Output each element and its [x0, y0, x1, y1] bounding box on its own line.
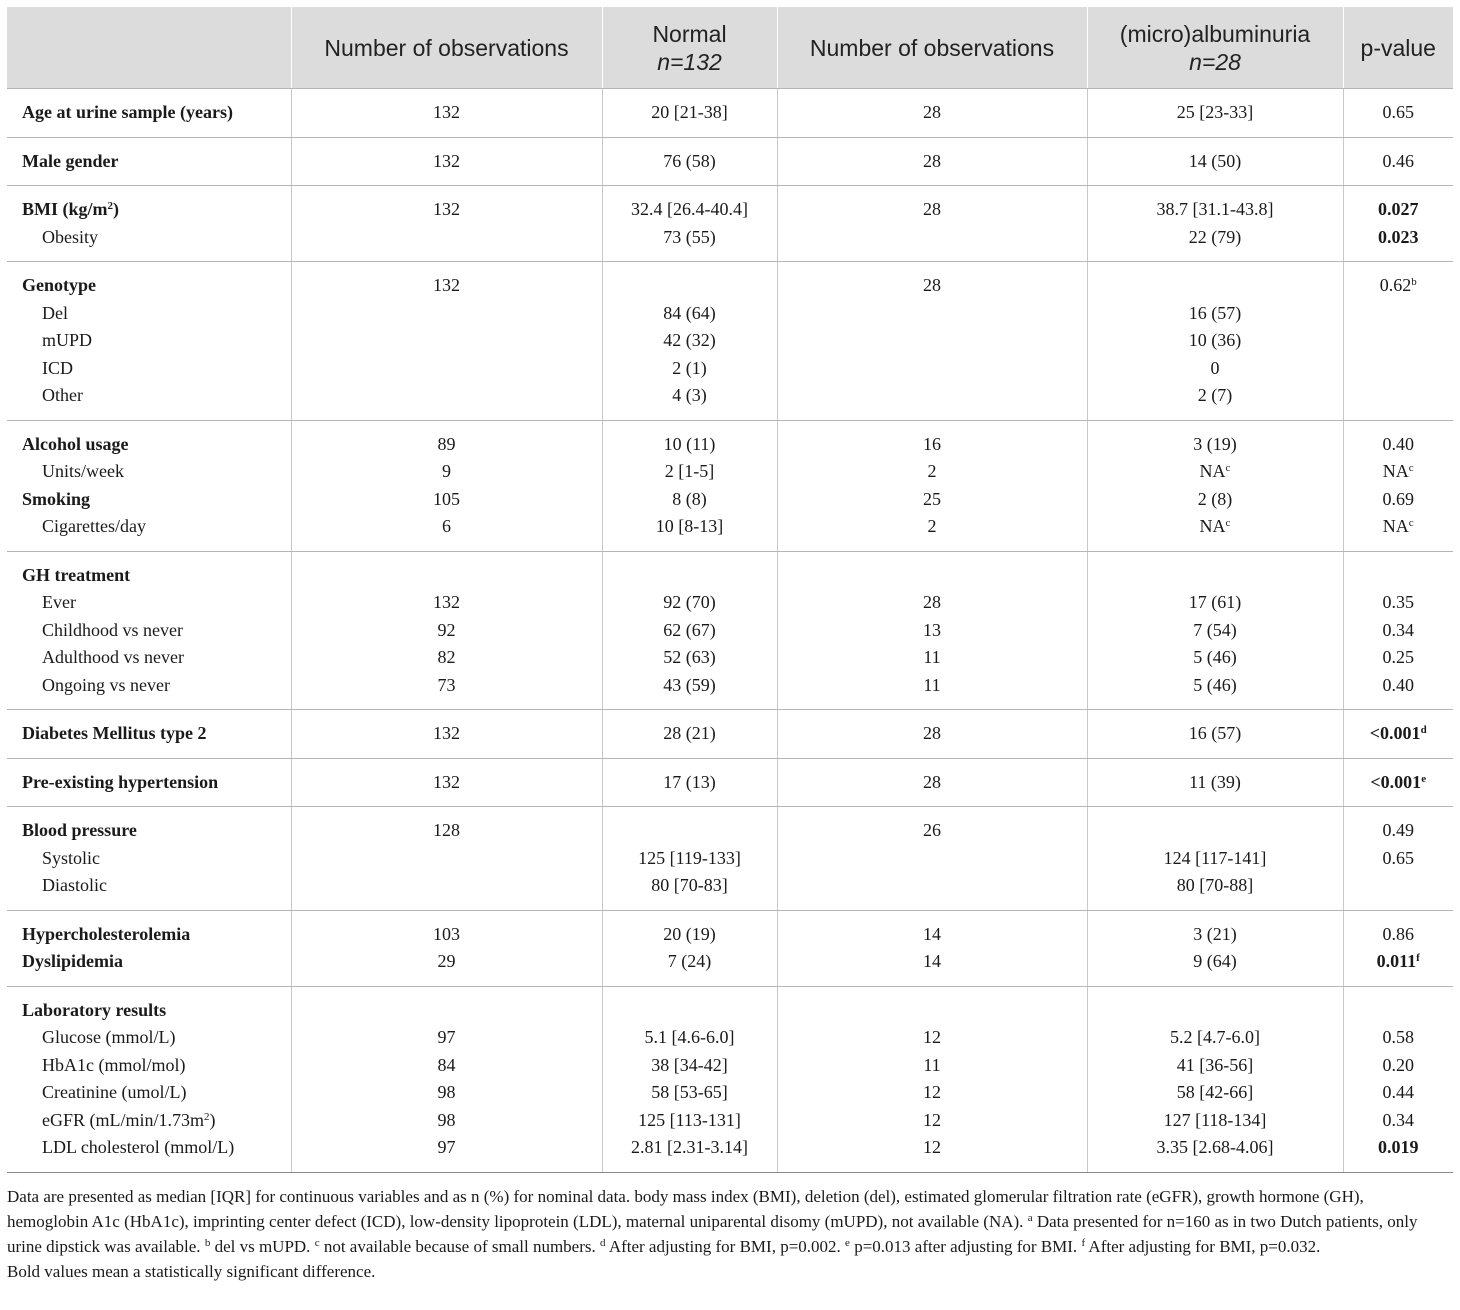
row-label: Del	[42, 302, 68, 323]
cell-obs-micro	[777, 910, 1087, 986]
row-label: Childhood vs never	[42, 619, 183, 640]
cell-obs-micro: 12	[923, 1027, 941, 1047]
cell-obs-micro: 28	[923, 275, 941, 295]
cell-obs-normal	[292, 224, 602, 252]
cell-obs-micro	[777, 758, 1087, 807]
cell-obs-micro	[778, 300, 1087, 328]
row-label: Genotype	[22, 275, 96, 295]
row-label: Other	[42, 385, 83, 405]
cell-obs-micro: 14	[923, 923, 941, 944]
cell-obs-normal	[291, 910, 602, 986]
table-row-group	[7, 551, 1453, 710]
footnote-note: del vs mUPD.	[214, 1236, 311, 1256]
cell-obs-micro: 25	[923, 488, 941, 509]
row-label: Obesity	[42, 226, 98, 247]
header-cell-obs-normal: Number of observations	[291, 7, 602, 89]
cell-p-value: $NA^c$	[1382, 516, 1414, 536]
cell-normal	[602, 758, 777, 807]
cell-p-value	[1343, 137, 1453, 186]
cell-obs-normal	[291, 551, 602, 710]
cell-micro: 16 (57)	[1188, 302, 1242, 323]
cell-micro	[1087, 551, 1343, 710]
cell-micro: 3 (19)	[1193, 433, 1237, 454]
cell-normal: 7 (24)	[667, 951, 712, 971]
row-label-cell	[7, 420, 291, 551]
cell-p-value	[1344, 872, 1454, 900]
cell-obs-normal: 132	[433, 592, 460, 612]
cell-obs-normal: 92	[437, 619, 456, 640]
cell-normal: 20 (19)	[663, 923, 716, 944]
cell-obs-micro: 12	[923, 1109, 941, 1130]
cell-obs-micro: 28	[923, 592, 941, 612]
cell-p-value: 0.20	[1382, 1054, 1414, 1075]
cell-micro: 25 [23-33]	[1176, 102, 1254, 122]
row-label: Diabetes Mellitus type 2	[22, 723, 207, 743]
cell-micro: 41 [36-56]	[1176, 1054, 1254, 1075]
cell-p-value: 0.027	[1378, 199, 1419, 219]
cell-normal: 8 (8)	[672, 488, 707, 509]
cell-p-value	[1343, 551, 1453, 710]
cell-obs-micro	[778, 872, 1087, 900]
cell-p-value	[1344, 327, 1454, 355]
row-label: Dyslipidemia	[22, 951, 124, 971]
cell-obs-micro: 12	[923, 1137, 941, 1157]
cell-p-value	[1343, 758, 1453, 807]
cell-micro: 11 (39)	[1189, 771, 1241, 792]
cell-micro	[1087, 186, 1343, 262]
cell-p-value: 0.46	[1382, 150, 1414, 171]
row-label: Blood pressure	[22, 820, 137, 840]
cell-micro	[1088, 817, 1343, 845]
cell-obs-micro	[778, 355, 1087, 383]
row-label-cell	[7, 551, 291, 710]
cell-micro: 22 (79)	[1188, 226, 1242, 247]
cell-normal: 2.81 [2.31-3.14]	[631, 1137, 748, 1157]
cell-obs-normal	[292, 327, 602, 355]
cell-obs-normal: 132	[433, 150, 460, 171]
row-label: Age at urine sample (years)	[22, 102, 233, 122]
cell-micro: 7 (54)	[1193, 619, 1237, 640]
footnote-note: After adjusting for BMI, p=0.002.	[608, 1236, 841, 1256]
cell-obs-normal: 132	[433, 102, 460, 122]
row-label: Units/week	[42, 461, 124, 481]
cell-p-value	[1343, 986, 1453, 1172]
row-label: HbA1c (mmol/mol)	[42, 1054, 186, 1075]
cell-obs-micro	[778, 562, 1087, 590]
cell-micro	[1087, 420, 1343, 551]
cell-p-value: <0.001$^e$	[1370, 771, 1427, 792]
row-label-cell	[7, 710, 291, 759]
cell-micro: 2 (7)	[1197, 385, 1233, 405]
cell-p-value: 0.34	[1382, 1109, 1414, 1130]
row-label: Ever	[42, 592, 76, 612]
row-label: Adulthood vs never	[42, 647, 184, 667]
cell-p-value: 0.65	[1382, 847, 1414, 868]
footnote-mark: d	[600, 1236, 606, 1249]
cell-p-value	[1343, 186, 1453, 262]
row-label: Cigarettes/day	[42, 516, 146, 536]
footnote-mark: a	[1027, 1211, 1033, 1224]
cell-micro: 80 [70-88]	[1176, 875, 1254, 895]
cell-obs-normal	[292, 562, 602, 590]
cell-obs-micro	[777, 807, 1087, 911]
cell-normal: 125 [113-131]	[638, 1109, 741, 1130]
cell-normal	[602, 137, 777, 186]
cell-obs-normal: 105	[433, 488, 460, 509]
cell-obs-micro: 11	[923, 647, 941, 667]
cell-normal: 92 (70)	[663, 592, 716, 612]
cell-normal: 10 [8-13]	[655, 516, 724, 536]
cell-obs-micro: 11	[923, 1054, 941, 1075]
row-label: Laboratory results	[22, 999, 167, 1020]
cell-obs-normal: 128	[433, 820, 460, 840]
cell-obs-normal	[291, 807, 602, 911]
cell-obs-normal	[291, 420, 602, 551]
row-label: BMI $(kg/m^2)$	[22, 199, 119, 219]
cell-normal: 125 [119-133]	[638, 847, 741, 868]
cell-micro	[1088, 997, 1343, 1025]
row-label: LDL cholesterol (mmol/L)	[42, 1137, 235, 1157]
cell-p-value	[1344, 382, 1454, 410]
footnote-mark: c	[314, 1236, 320, 1249]
cell-normal	[603, 272, 777, 300]
cell-normal: 28 (21)	[663, 723, 716, 743]
cell-normal	[602, 986, 777, 1172]
cell-micro: $NA^c$	[1199, 461, 1231, 481]
table-row-group	[7, 137, 1453, 186]
cell-obs-micro	[778, 845, 1087, 873]
cell-micro	[1087, 807, 1343, 911]
cell-obs-normal: 98	[437, 1109, 456, 1130]
cell-p-value	[1343, 710, 1453, 759]
cell-obs-micro	[778, 382, 1087, 410]
cell-micro: 9 (64)	[1193, 951, 1237, 971]
cell-micro: 127 [118-134]	[1163, 1109, 1267, 1130]
cell-micro: 3.35 [2.68-4.06]	[1156, 1137, 1274, 1157]
cell-normal: 2 [1-5]	[664, 461, 715, 481]
cell-p-value: 0.86	[1382, 923, 1414, 944]
cell-obs-micro	[777, 420, 1087, 551]
cell-p-value: 0.023	[1378, 226, 1419, 247]
cell-micro: 14 (50)	[1188, 150, 1242, 171]
table-body	[7, 89, 1453, 1173]
data-table	[7, 7, 1453, 1173]
cell-p-value: 0.58	[1382, 1027, 1414, 1047]
cell-obs-normal: 132	[433, 199, 460, 219]
cell-obs-normal: 6	[442, 516, 451, 536]
table-row-group	[7, 89, 1453, 138]
row-label: Hypercholesterolemia	[22, 923, 191, 944]
cell-normal	[603, 817, 777, 845]
cell-obs-micro: 26	[923, 820, 941, 840]
cell-obs-normal: 98	[437, 1082, 456, 1102]
cell-p-value	[1343, 910, 1453, 986]
cell-obs-micro	[777, 986, 1087, 1172]
cell-p-value: 0.011$^f$	[1376, 951, 1420, 971]
cell-obs-micro: 11	[923, 674, 941, 695]
cell-obs-normal	[291, 262, 602, 421]
cell-obs-micro: 13	[923, 619, 941, 640]
cell-micro: 17 (61)	[1188, 592, 1242, 612]
cell-obs-micro: 28	[923, 102, 941, 122]
cell-micro	[1087, 986, 1343, 1172]
cell-micro	[1087, 710, 1343, 759]
row-label-cell	[7, 986, 291, 1172]
cell-micro: 0	[1210, 357, 1220, 378]
cell-micro	[1087, 910, 1343, 986]
cell-p-value: 0.69	[1382, 488, 1414, 509]
cell-normal: 20 [21-38]	[651, 102, 728, 122]
row-label-cell	[7, 89, 291, 138]
cell-micro	[1088, 562, 1343, 590]
cell-obs-normal: 97	[437, 1137, 456, 1157]
footnote-mark: e	[845, 1236, 850, 1249]
cell-normal: 62 (67)	[663, 619, 716, 640]
cell-obs-micro: 28	[923, 771, 941, 792]
row-label: Diastolic	[42, 875, 107, 895]
cell-obs-micro: 2	[927, 516, 937, 536]
cell-normal: 80 [70-83]	[651, 875, 728, 895]
cell-normal	[602, 186, 777, 262]
header-cell-micro: (micro)albuminuria n=28	[1087, 7, 1343, 89]
cell-p-value: 0.25	[1382, 647, 1414, 667]
row-label: Glucose (mmol/L)	[42, 1027, 176, 1047]
cell-obs-normal	[291, 758, 602, 807]
table-row-group	[7, 262, 1453, 421]
row-label-cell	[7, 758, 291, 807]
cell-obs-normal: 89	[437, 433, 456, 454]
row-label: Male gender	[22, 150, 119, 171]
footnote-bold-note: Bold values mean a statistically significant difference.	[7, 1261, 376, 1281]
cell-normal: 73 (55)	[663, 226, 716, 247]
cell-micro: 38.7 [31.1-43.8]	[1156, 199, 1274, 219]
cell-normal	[603, 997, 777, 1025]
cell-obs-normal: 9	[442, 461, 451, 481]
cell-normal: 38 [34-42]	[651, 1054, 728, 1075]
cell-micro	[1087, 89, 1343, 138]
row-label: Creatinine (umol/L)	[42, 1082, 187, 1102]
cell-obs-micro	[777, 551, 1087, 710]
row-label: Ongoing vs never	[42, 674, 170, 695]
cell-p-value	[1343, 420, 1453, 551]
cell-p-value: 0.49	[1382, 820, 1414, 840]
cell-normal	[602, 710, 777, 759]
cell-obs-normal	[292, 355, 602, 383]
cell-obs-normal	[291, 137, 602, 186]
cell-obs-micro	[777, 710, 1087, 759]
cell-p-value: $NA^c$	[1382, 461, 1414, 481]
cell-p-value: 0.35	[1382, 592, 1414, 612]
cell-normal	[602, 420, 777, 551]
cell-obs-normal	[291, 986, 602, 1172]
footnote-mark: b	[204, 1236, 211, 1249]
row-label: GH treatment	[22, 564, 131, 585]
cell-normal	[602, 910, 777, 986]
row-label: Smoking	[22, 488, 91, 509]
footnote-note: Data presented for n=160 as in two Dutch patients, only urine dipstick was available.	[7, 1211, 1418, 1256]
cell-normal: 2 (1)	[672, 357, 707, 378]
table-footnote	[7, 1184, 1453, 1284]
row-label-cell	[7, 186, 291, 262]
cell-micro: $NA^c$	[1199, 516, 1231, 536]
header-cell-normal: Normal n=132	[602, 7, 777, 89]
table-row-group	[7, 758, 1453, 807]
table-header-row	[7, 7, 1453, 89]
cell-p-value: 0.40	[1382, 674, 1414, 695]
cell-obs-normal: 82	[437, 647, 456, 667]
cell-normal	[602, 807, 777, 911]
header-cell-obs-micro: Number of observations	[777, 7, 1087, 89]
cell-normal: 43 (59)	[663, 674, 716, 695]
cell-normal: 84 (64)	[663, 302, 716, 323]
cell-p-value	[1344, 997, 1454, 1025]
cell-obs-normal	[292, 382, 602, 410]
cell-p-value: 0.44	[1382, 1082, 1414, 1102]
cell-obs-micro	[777, 262, 1087, 421]
cell-obs-normal: 29	[437, 951, 456, 971]
cell-obs-micro: 12	[923, 1082, 941, 1102]
table-row-group	[7, 420, 1453, 551]
cell-micro: 124 [117-141]	[1163, 847, 1267, 868]
cell-obs-normal	[292, 845, 602, 873]
table-row-group	[7, 186, 1453, 262]
row-label-cell	[7, 807, 291, 911]
cell-obs-normal	[291, 89, 602, 138]
cell-p-value	[1344, 300, 1454, 328]
cell-micro: 5 (46)	[1193, 647, 1237, 667]
cell-obs-micro: 16	[923, 433, 941, 454]
table-row-group	[7, 710, 1453, 759]
cell-p-value	[1344, 562, 1454, 590]
row-label-cell	[7, 262, 291, 421]
row-label: Systolic	[42, 847, 101, 868]
cell-normal: 4 (3)	[672, 385, 707, 405]
cell-normal	[602, 89, 777, 138]
cell-normal: 52 (63)	[663, 647, 716, 667]
cell-obs-micro: 28	[923, 723, 941, 743]
cell-micro: 10 (36)	[1188, 330, 1242, 350]
cell-normal: 5.1 [4.6-6.0]	[644, 1027, 735, 1047]
cell-obs-micro	[777, 89, 1087, 138]
cell-p-value: <0.001$^d$	[1369, 723, 1427, 743]
cell-obs-normal: 132	[433, 275, 460, 295]
header-cell-blank	[7, 7, 291, 89]
cell-micro	[1087, 262, 1343, 421]
cell-obs-micro: 14	[923, 951, 941, 971]
cell-obs-normal	[291, 186, 602, 262]
cell-normal	[602, 262, 777, 421]
cell-obs-micro	[777, 186, 1087, 262]
cell-p-value: 0.65	[1382, 102, 1414, 122]
cell-p-value: 0.34	[1382, 619, 1414, 640]
cell-normal: 42 (32)	[663, 330, 716, 350]
cell-micro	[1087, 137, 1343, 186]
row-label: ICD	[42, 357, 73, 378]
row-label: mUPD	[42, 330, 93, 350]
cell-normal	[602, 551, 777, 710]
cell-normal	[603, 562, 777, 590]
cell-normal: 10 (11)	[663, 433, 716, 454]
cell-p-value: 0.62$^b$	[1379, 275, 1417, 295]
cell-obs-micro	[778, 327, 1087, 355]
cell-micro: 5.2 [4.7-6.0]	[1170, 1027, 1260, 1047]
cell-obs-micro: 28	[923, 199, 941, 219]
cell-micro	[1087, 758, 1343, 807]
row-label: Pre-existing hypertension	[22, 771, 219, 792]
cell-obs-normal: 84	[437, 1054, 456, 1075]
cell-obs-normal: 103	[433, 923, 460, 944]
cell-micro: 58 [42-66]	[1176, 1082, 1254, 1102]
table-row-group	[7, 910, 1453, 986]
cell-obs-normal: 132	[433, 723, 460, 743]
cell-obs-normal	[292, 300, 602, 328]
row-label-cell	[7, 137, 291, 186]
table-row-group	[7, 807, 1453, 911]
cell-p-value	[1343, 262, 1453, 421]
row-label: eGFR $(mL/\min/1.73m^2)$	[42, 1109, 216, 1130]
cell-p-value: 0.40	[1382, 433, 1414, 454]
header-cell-p-value: p-value	[1343, 7, 1453, 89]
cell-obs-micro: 28	[923, 150, 941, 171]
cell-micro: 5 (46)	[1193, 674, 1237, 695]
table-row-group	[7, 986, 1453, 1172]
cell-micro	[1088, 272, 1343, 300]
cell-obs-normal	[292, 997, 602, 1025]
cell-p-value	[1344, 355, 1454, 383]
footnote-note: not available because of small numbers.	[323, 1236, 596, 1256]
cell-normal: 17 (13)	[663, 771, 716, 792]
cell-obs-micro	[778, 224, 1087, 252]
footnote-note: After adjusting for BMI, p=0.032.	[1088, 1236, 1321, 1256]
cell-obs-normal: 132	[433, 771, 460, 792]
footnote-mark: f	[1081, 1236, 1086, 1249]
cell-obs-micro: 2	[927, 461, 937, 481]
cell-micro: 16 (57)	[1188, 723, 1242, 743]
footnote-note: p=0.013 after adjusting for BMI.	[854, 1236, 1078, 1256]
cell-obs-micro	[778, 997, 1087, 1025]
cell-obs-normal	[291, 710, 602, 759]
cell-p-value	[1343, 807, 1453, 911]
cell-normal: 58 [53-65]	[651, 1082, 728, 1102]
cell-micro: 3 (21)	[1193, 923, 1237, 944]
cell-p-value: 0.019	[1378, 1137, 1419, 1157]
cell-micro: 2 (8)	[1197, 488, 1233, 509]
row-label: Alcohol usage	[22, 433, 129, 454]
cell-obs-micro	[777, 137, 1087, 186]
footnote-text: Data are presented as median [IQR] for continuous variables and as n (%) for nominal data. body mass index (BMI), deletion (del), estimated glomerular filtration rate (eGFR), growth hormone (GH), hemoglobin A1c (HbA1c), imprinting center defect (ICD), low-density lipoprotein (LDL), maternal uniparental disomy (mUPD), not available (NA). $^a$ Data presented for n=160 as in two Dutch patients, only urine dipstick was available. $^b$ del vs mUPD. $^c$ not available because of small numbers. $^d$ After adjusting for BMI, p=0.002. $^e$ p=0.013 after adjusting for BMI. $^f$ After adjusting for BMI, p=0.032.	[7, 1186, 1418, 1256]
cell-normal: 76 (58)	[663, 150, 716, 171]
cell-normal: 32.4 [26.4-40.4]	[631, 199, 748, 219]
cell-obs-normal	[292, 872, 602, 900]
cell-obs-normal: 73	[437, 674, 456, 695]
row-label-cell	[7, 910, 291, 986]
cell-p-value	[1343, 89, 1453, 138]
cell-obs-normal: 97	[437, 1027, 456, 1047]
table-container	[7, 7, 1453, 1284]
